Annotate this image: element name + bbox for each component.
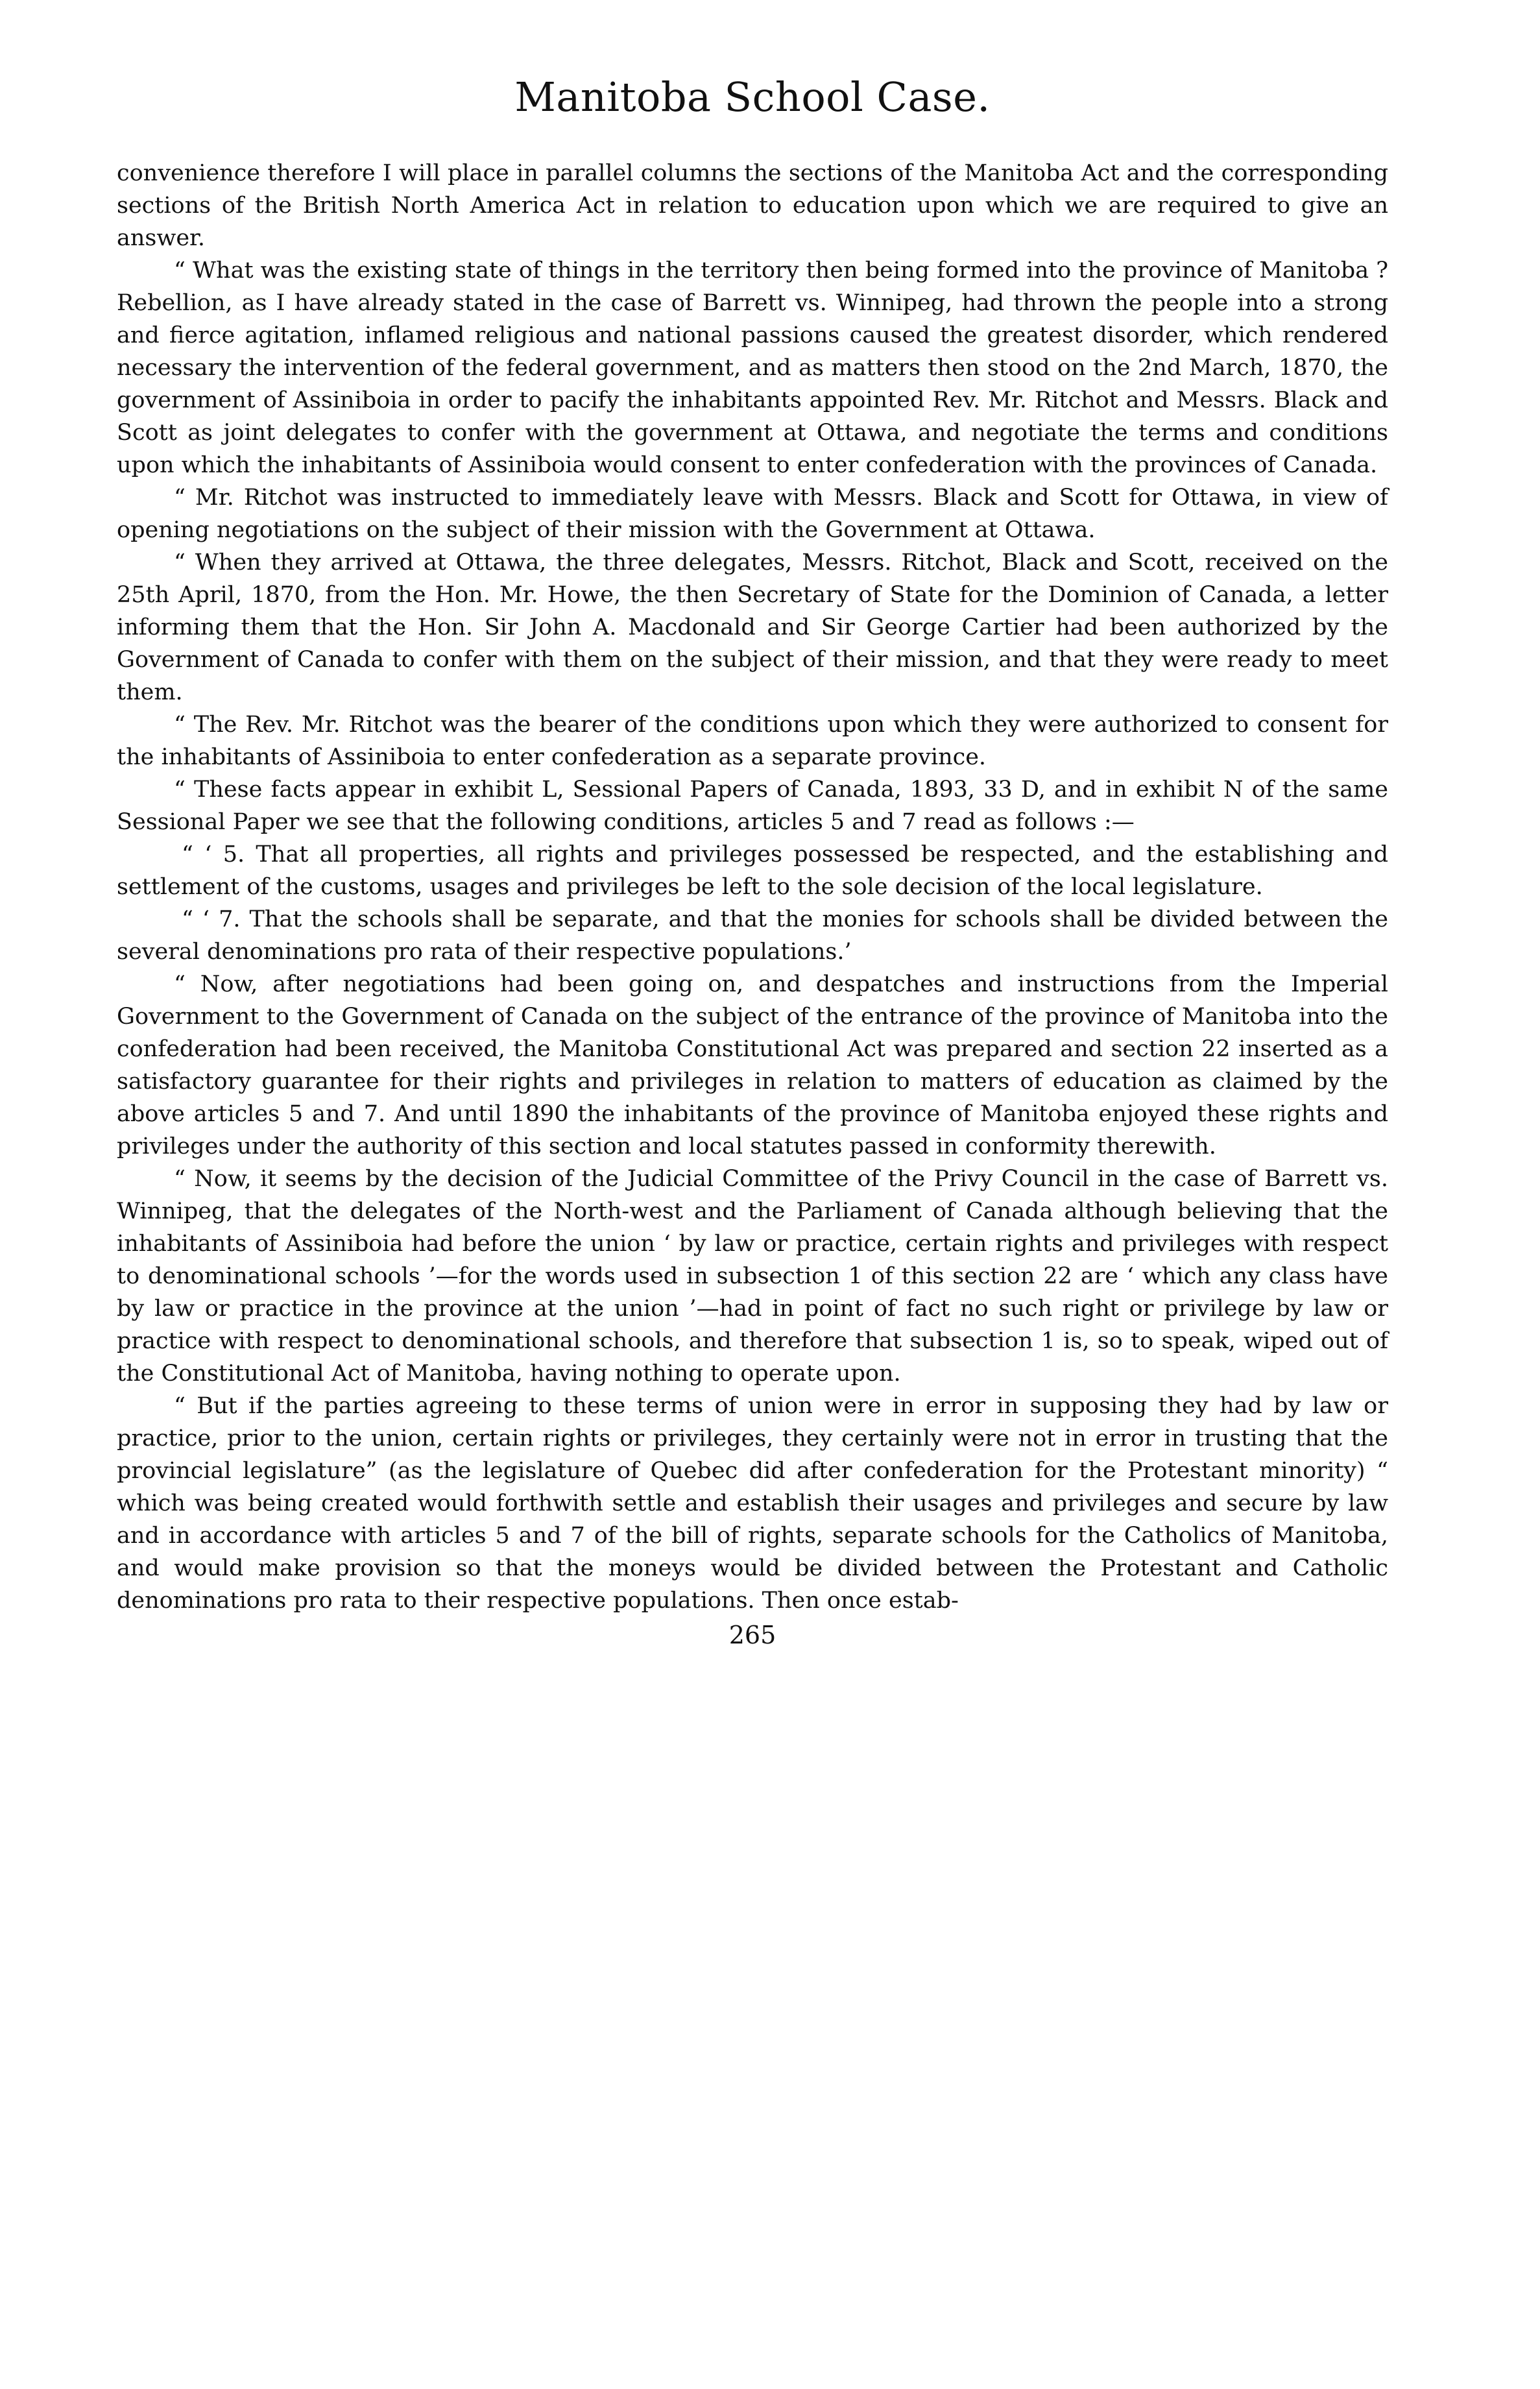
paragraph: “ When they arrived at Ottawa, the three delegates, Messrs. Ritchot, Black and Scott, received on the 25th April, 1870, from the Hon. Mr. Howe, the then Secretary of State for the Dominion of Canada, a letter informing them that the Hon. Sir John A. Macdonald and Sir George Cartier had been authorized by the Government of Canada to confer with them on the subject of their mission, and that they were ready to meet them.: [117, 550, 1388, 705]
paragraph: “ What was the existing state of things in the territory then being formed into the province of Manitoba ? Rebellion, as I have already stated in the case of Barrett vs. Winnipeg, had thrown the people into a strong and fierce agitation, inflamed religious and national passions caused the greatest disorder, which rendered necessary the intervention of the federal government, and as matters then stood on the 2nd March, 1870, the government of Assiniboia in order to pacify the inhabitants appointed Rev. Mr. Ritchot and Messrs. Black and Scott as joint delegates to confer with the government at Ottawa, and negotiate the terms and conditions upon which the inhabitants of Assiniboia would consent to enter confederation with the provinces of Canada.: [117, 258, 1388, 478]
paragraph: “ Mr. Ritchot was instructed to immediately leave with Messrs. Black and Scott for Ottawa, in view of opening negotiations on the subject of their mission with the Government at Ottawa.: [117, 485, 1388, 543]
paragraph: “ But if the parties agreeing to these terms of union were in error in supposing they had by law or practice, prior to the union, certain rights or privileges, they certainly were not in error in trusting that the provincial legislature” (as the legislature of Quebec did after confederation for the Protestant minority) “ which was being created would forthwith settle and establish their usages and privileges and secure by law and in accordance with articles 5 and 7 of the bill of rights, separate schools for the Catholics of Manitoba, and would make provision so that the moneys would be divided between the Protestant and Catholic denominations pro rata to their respective populations. Then once estab-: [117, 1393, 1388, 1614]
paragraph: “ The Rev. Mr. Ritchot was the bearer of the conditions upon which they were authorized to consent for the inhabitants of Assiniboia to enter confederation as a separate province.: [117, 712, 1388, 770]
paragraph: “ These facts appear in exhibit L, Sessional Papers of Canada, 1893, 33 D, and in exhibit N of the same Sessional Paper we see that the following conditions, articles 5 and 7 read as follows :—: [117, 777, 1388, 835]
quoted-article: “ ‘ 7. That the schools shall be separate, and that the monies for schools shall be divided between the several denominations pro rata of their respective populations.’: [117, 906, 1388, 965]
paragraph: “ Now, it seems by the decision of the Judicial Committee of the Privy Council in the case of Barrett vs. Winnipeg, that the delegates of the North-west and the Parliament of Canada although believing that the inhabitants of Assiniboia had before the union ‘ by law or practice, certain rights and privileges with respect to denominational schools ’—for the words used in subsection 1 of this section 22 are ‘ which any class have by law or practice in the province at the union ’—had in point of fact no such right or privilege by law or practice with respect to denominational schools, and therefore that subsection 1 is, so to speak, wiped out of the Constitutional Act of Manitoba, having nothing to operate upon.: [117, 1166, 1388, 1387]
quoted-article: “ ‘ 5. That all properties, all rights and privileges possessed be respected, and the establishing and settlement of the customs, usages and privileges be left to the sole decision of the local legislature.: [117, 842, 1388, 900]
document-page: [117, 71, 1388, 1651]
paragraph: “ Now, after negotiations had been going on, and despatches and instructions from the Imperial Government to the Government of Canada on the subject of the entrance of the province of Manitoba into the confederation had been received, the Manitoba Constitutional Act was prepared and section 22 inserted as a satisfactory guarantee for their rights and privileges in relation to matters of education as claimed by the above articles 5 and 7. And until 1890 the inhabitants of the province of Manitoba enjoyed these rights and privileges under the authority of this section and local statutes passed in conformity therewith.: [117, 971, 1388, 1159]
running-head: Manitoba School Case.: [514, 73, 991, 121]
page-number: 265: [728, 1621, 776, 1649]
paragraph: convenience therefore I will place in parallel columns the sections of the Manitoba Act and the corresponding sections of the British North America Act in relation to education upon which we are required to give an answer.: [117, 160, 1388, 251]
body-text: [117, 157, 1388, 1617]
